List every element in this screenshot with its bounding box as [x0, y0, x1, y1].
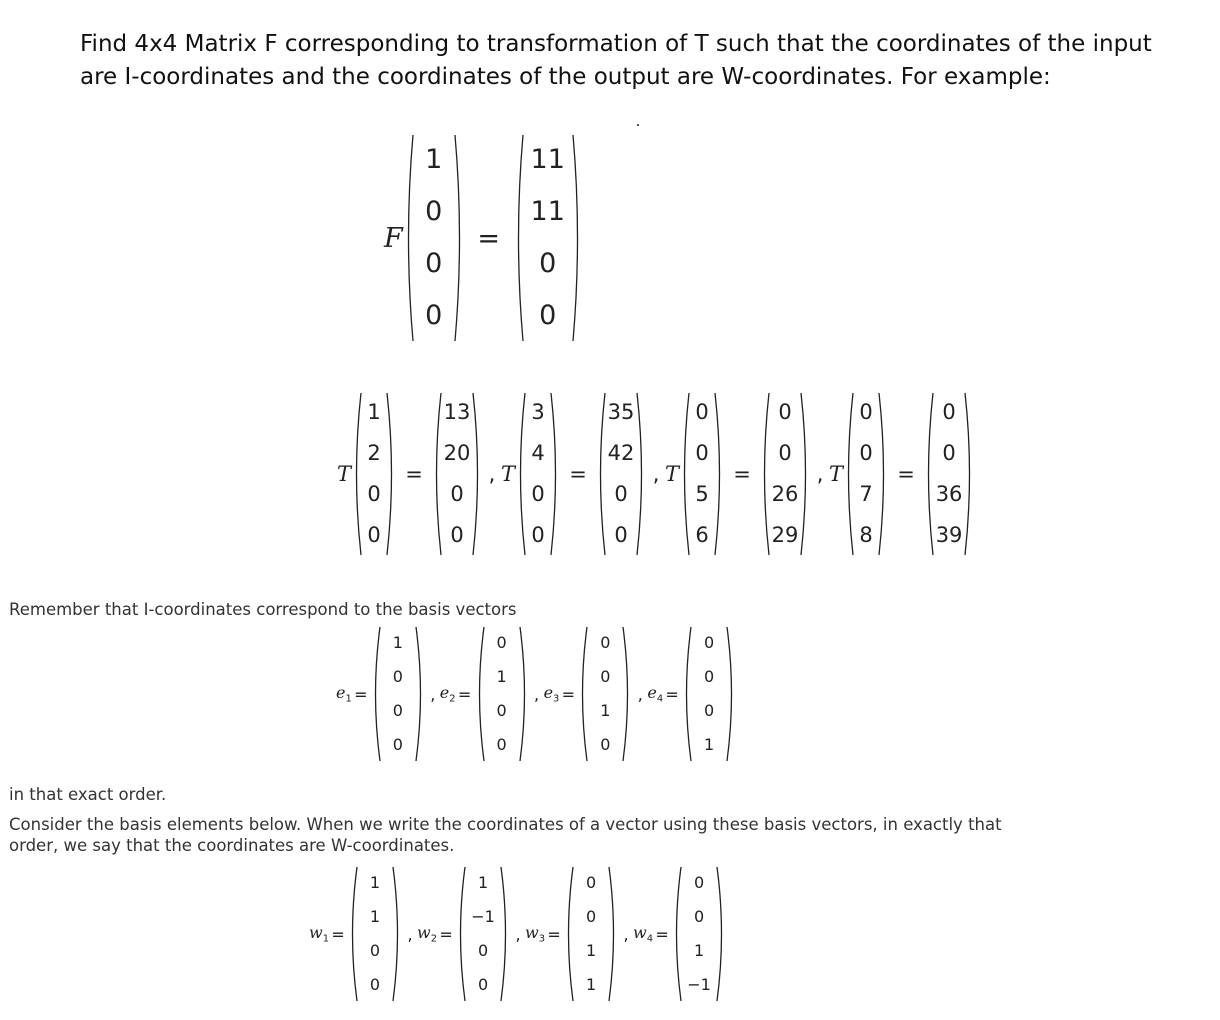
vector-entry: 1: [704, 735, 715, 754]
transform-input-vector: [679, 392, 725, 556]
basis-vector: [577, 626, 633, 762]
comma-separator: ,: [652, 462, 660, 486]
right-paren: [385, 392, 397, 556]
basis-label: [544, 683, 560, 704]
vector-entry: 0: [531, 523, 545, 547]
vector-entry: 0: [450, 482, 464, 506]
vector-entry: 0: [425, 196, 443, 227]
equals-sign: =: [439, 924, 453, 944]
basis-vector: [671, 866, 727, 1002]
right-paren: [963, 392, 975, 556]
i-basis-note: Remember that I-coordinates correspond to the basis vectors: [9, 600, 517, 619]
left-paren: [563, 866, 575, 1002]
transform-examples: [337, 392, 975, 556]
vector-entry: −1: [687, 975, 711, 994]
vector-entry: 7: [859, 482, 873, 506]
basis-vector: [455, 866, 511, 1002]
basis-symbol: $e_3$: [543, 683, 560, 705]
basis-subscript: 2: [430, 933, 438, 945]
equals-sign: =: [561, 684, 576, 704]
vector-entry: 0: [369, 975, 381, 994]
comma-separator: ,: [488, 462, 496, 486]
vector-entry: 0: [942, 441, 956, 465]
left-paren: [474, 626, 486, 762]
vector-entry: −1: [471, 907, 495, 926]
basis-symbol: $w_3$: [525, 923, 546, 945]
vector-entry: 0: [693, 907, 705, 926]
basis-symbol: $w_2$: [417, 923, 438, 945]
vector-entry: 42: [607, 441, 635, 465]
equals-sign: =: [354, 684, 368, 704]
vector-entry: 1: [496, 667, 507, 686]
left-paren: [455, 866, 467, 1002]
right-paren: [621, 626, 633, 762]
vector-entry: 0: [704, 701, 715, 720]
basis-subscript: 1: [322, 933, 330, 945]
left-paren: [403, 134, 415, 342]
right-paren: [499, 866, 511, 1002]
equals-sign: =: [405, 462, 423, 486]
transform-t-symbol: T: [665, 462, 680, 486]
vector-entry: 4: [531, 441, 545, 465]
vector-entry: 0: [600, 735, 611, 754]
transform-output-vector: [431, 392, 483, 556]
basis-subscript: 4: [656, 693, 664, 705]
basis-label: [647, 683, 663, 704]
basis-subscript: 3: [538, 933, 546, 945]
vector-entry: 11: [530, 144, 565, 175]
left-paren: [843, 392, 855, 556]
vector-entry: 2: [367, 441, 381, 465]
vector-entry: 1: [477, 873, 489, 892]
right-paren: [725, 626, 737, 762]
vector-entry: 0: [392, 667, 403, 686]
left-paren: [351, 392, 363, 556]
equals-sign: =: [733, 462, 751, 486]
right-paren: [549, 392, 561, 556]
matrix-f-symbol: F: [384, 222, 403, 254]
transform-output-vector: [923, 392, 975, 556]
vector-entry: 0: [477, 975, 489, 994]
vector-entry: 29: [771, 523, 799, 547]
equals-sign: =: [547, 924, 561, 944]
basis-vector: [563, 866, 619, 1002]
vector-entry: 0: [367, 523, 381, 547]
transform-output-vector: [759, 392, 811, 556]
vector-entry: 0: [704, 667, 715, 686]
vector-entry: 1: [585, 975, 597, 994]
vector-entry: 0: [496, 735, 507, 754]
vector-entry: 0: [600, 667, 611, 686]
comma-separator: ,: [816, 462, 824, 486]
vector-entry: 1: [392, 633, 403, 652]
vector-entry: 0: [392, 735, 403, 754]
vector-entry: 0: [539, 300, 557, 331]
vector-entry: 1: [425, 144, 443, 175]
example-input-vector: [403, 134, 465, 342]
example-output-vector: [513, 134, 583, 342]
vector-entry: 1: [369, 873, 381, 892]
problem-statement: Find 4x4 Matrix F corresponding to transformation of T such that the coordinates of the input are I-coordinates and the coordinates of the output are W-coordinates. For example:: [80, 31, 1152, 90]
vector-entry: 5: [695, 482, 709, 506]
vector-entry: 1: [369, 907, 381, 926]
vector-entry: 0: [425, 300, 443, 331]
basis-label: [336, 683, 352, 704]
right-paren: [713, 392, 725, 556]
basis-label: [633, 923, 653, 944]
vector-entry: 13: [443, 400, 471, 424]
vector-entry: 0: [695, 441, 709, 465]
vector-entry: 0: [778, 441, 792, 465]
basis-symbol: $w_4$: [633, 923, 654, 945]
order-note: in that exact order.: [9, 785, 167, 804]
vector-entry: 0: [539, 248, 557, 279]
vector-entry: 39: [935, 523, 963, 547]
basis-symbol: $w_1$: [309, 923, 330, 945]
basis-vector: [681, 626, 737, 762]
vector-entry: 11: [530, 196, 565, 227]
vector-entry: 0: [693, 873, 705, 892]
left-paren: [671, 866, 683, 1002]
vector-entry: 0: [585, 873, 597, 892]
left-paren: [577, 626, 589, 762]
equals-sign: =: [457, 684, 472, 704]
transform-input-vector: [351, 392, 397, 556]
equals-sign: =: [655, 924, 669, 944]
left-paren: [681, 626, 693, 762]
transform-t-symbol: T: [829, 462, 844, 486]
vector-entry: 8: [859, 523, 873, 547]
vector-entry: 26: [771, 482, 799, 506]
transform-t-symbol: T: [501, 462, 516, 486]
vector-entry: 0: [614, 523, 628, 547]
transform-output-vector: [595, 392, 647, 556]
left-paren: [513, 134, 525, 342]
w-basis-vectors: [309, 866, 727, 1002]
vector-entry: 3: [531, 400, 545, 424]
left-paren: [515, 392, 527, 556]
vector-entry: 0: [695, 400, 709, 424]
basis-symbol: $e_1$: [336, 683, 352, 705]
equals-sign: =: [665, 684, 679, 704]
equals-sign: =: [897, 462, 915, 486]
right-paren: [414, 626, 426, 762]
vector-entry: 1: [585, 941, 597, 960]
vector-entry: 0: [614, 482, 628, 506]
basis-symbol: $e_4$: [647, 683, 664, 705]
vector-entry: 36: [935, 482, 963, 506]
vector-entry: 0: [392, 701, 403, 720]
basis-subscript: 3: [553, 693, 560, 705]
vector-entry: 0: [704, 633, 715, 652]
basis-label: [417, 923, 437, 944]
basis-label: [440, 683, 456, 704]
basis-label: [525, 923, 545, 944]
comma-separator: ,: [430, 684, 436, 704]
comma-separator: ,: [407, 924, 413, 944]
transform-input-vector: [515, 392, 561, 556]
vector-entry: 0: [496, 633, 507, 652]
vector-entry: 0: [369, 941, 381, 960]
basis-subscript: 1: [345, 693, 352, 705]
vector-entry: 0: [367, 482, 381, 506]
right-paren: [518, 626, 530, 762]
w-basis-note: Consider the basis elements below. When we write the coordinates of a vector using these basis vectors, in exactly that order, we say that the coordinates are W-coordinates.: [9, 815, 1002, 855]
right-paren: [571, 134, 583, 342]
right-paren: [391, 866, 403, 1002]
basis-label: [309, 923, 329, 944]
comma-separator: ,: [515, 924, 521, 944]
vector-entry: 1: [367, 400, 381, 424]
left-paren: [431, 392, 443, 556]
vector-entry: 0: [496, 701, 507, 720]
example-equation: [384, 134, 583, 342]
vector-entry: 0: [531, 482, 545, 506]
basis-vector: [474, 626, 530, 762]
left-paren: [595, 392, 607, 556]
vector-entry: 0: [859, 441, 873, 465]
vector-entry: 0: [477, 941, 489, 960]
vector-entry: 0: [425, 248, 443, 279]
left-paren: [347, 866, 359, 1002]
basis-symbol: $e_2$: [439, 683, 456, 705]
basis-vector: [347, 866, 403, 1002]
transform-t-symbol: T: [337, 462, 352, 486]
basis-subscript: 2: [449, 693, 456, 705]
vector-entry: 0: [942, 400, 956, 424]
equals-sign: =: [477, 222, 501, 254]
transform-input-vector: [843, 392, 889, 556]
left-paren: [370, 626, 382, 762]
equals-sign: =: [569, 462, 587, 486]
vector-entry: 0: [778, 400, 792, 424]
comma-separator: ,: [637, 684, 643, 704]
vector-entry: 0: [600, 633, 611, 652]
vector-entry: 0: [585, 907, 597, 926]
right-paren: [471, 392, 483, 556]
vector-entry: 1: [600, 701, 611, 720]
vector-entry: 35: [607, 400, 635, 424]
right-paren: [877, 392, 889, 556]
basis-subscript: 4: [646, 933, 654, 945]
right-paren: [799, 392, 811, 556]
left-paren: [923, 392, 935, 556]
right-paren: [715, 866, 727, 1002]
stray-dot: [637, 124, 639, 126]
i-basis-vectors: [336, 626, 737, 762]
right-paren: [635, 392, 647, 556]
vector-entry: 20: [443, 441, 471, 465]
basis-vector: [370, 626, 426, 762]
comma-separator: ,: [623, 924, 629, 944]
vector-entry: 0: [450, 523, 464, 547]
vector-entry: 6: [695, 523, 709, 547]
equals-sign: =: [331, 924, 345, 944]
left-paren: [679, 392, 691, 556]
right-paren: [607, 866, 619, 1002]
comma-separator: ,: [534, 684, 540, 704]
right-paren: [453, 134, 465, 342]
left-paren: [759, 392, 771, 556]
vector-entry: 1: [693, 941, 705, 960]
vector-entry: 0: [859, 400, 873, 424]
